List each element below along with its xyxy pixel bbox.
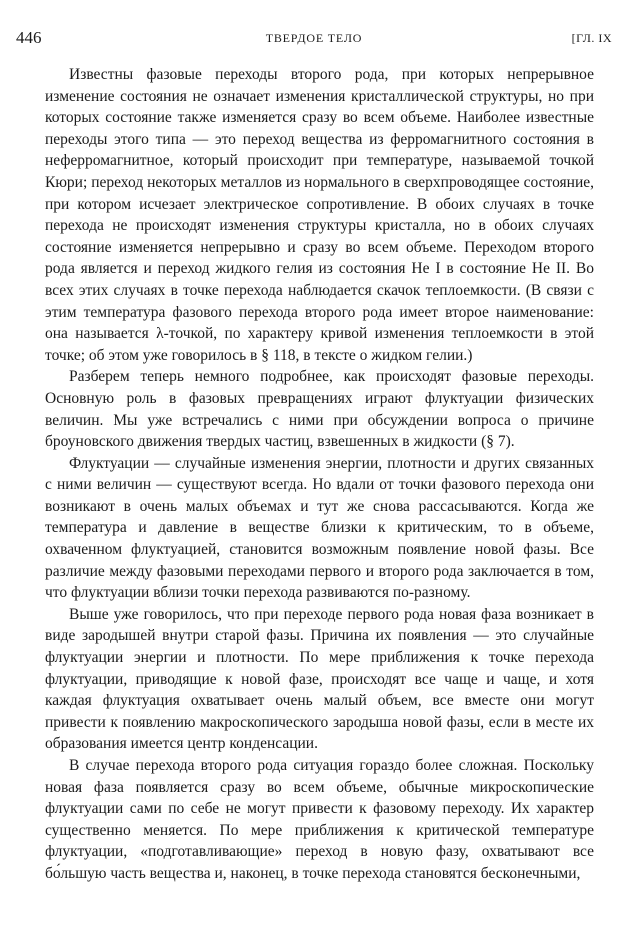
paragraph: Выше уже говорилось, что при переходе первого рода новая фаза возникает в виде зародышей внутри старой фазы. Причина их появления — это случайные флуктуации энергии и плотности. По мере приближения к точке перехода флуктуации, приводящие к новой фазе, происходят все чаще и чаще, и хотя каждая флуктуация охватывает очень малый объем, все вместе они могут привести к появлению макроскопического зародыша новой фазы, если в месте их образования имеется центр конденсации. — [45, 605, 594, 753]
paragraph: Известны фазовые переходы второго рода, при которых непрерывное изменение состояния не означает изменения кристаллической структуры, но при которых состояние также изменяется сразу во всем объеме. Наиболее известные переходы этого типа — это переход вещества из ферромагнитного состояния в неферромагнитное, который происходит при температуре, называемой точкой Кюри; переход некоторых металлов из нормального в сверхпроводящее состояние, при котором исчезает электрическое сопротивление. В обоих случаях в точке перехода не происходят изменения структуры кристалла, но в обоих случаях состояние изменяется непрерывно и сразу во всем объеме. Переходом второго рода является и переход жидкого гелия из состояния He I в состояние He II. Во всех этих случаях в точке перехода наблюдается скачок теплоемкости. (В связи с этим температура фазового перехода второго рода имеет второе наименование: она называется λ-точкой, по характеру кривой изменения теплоемкости в этой точке; об этом уже говорилось в § 118, в тексте о жидком гелии.) — [45, 66, 594, 364]
page-number: 446 — [16, 28, 42, 47]
paragraph: В случае перехода второго рода ситуация гораздо более сложная. Поскольку новая фаза появляется сразу во всем объеме, обычные микроскопические флуктуации сами по себе не могут привести к фазовому переходу. Их характер существенно меняется. По мере приближения к критической температуре флуктуации, «подготавливающие» переход в новую фазу, охватывают все бо́льшую часть вещества и, наконец, в точке перехода становятся бесконечными, — [45, 757, 594, 882]
chapter-label: [ГЛ. IX — [571, 31, 612, 45]
running-title: ТВЕРДОЕ ТЕЛО — [265, 31, 363, 45]
text-body — [45, 64, 594, 885]
paragraph: Флуктуации — случайные изменения энергии, плотности и других связанных с ними величин — существуют всегда. Но вдали от точки фазового перехода они возникают в очень малых объемах и тут же снова рассасываются. Когда же температура и давление в веществе близки к критическим, то в объеме, охваченном флуктуацией, становится возможным появление новой фазы. Все различие между фазовыми переходами первого и второго рода заключается в том, что флуктуации вблизи точки перехода развиваются по-разному. — [45, 454, 594, 602]
paragraph: Разберем теперь немного подробнее, как происходят фазовые переходы. Основную роль в фазовых превращениях играют флуктуации физических величин. Мы уже встречались с ними при обсуждении вопроса о причине броуновского движения твердых частиц, взвешенных в жидкости (§ 7). — [45, 368, 594, 451]
page-header — [16, 28, 612, 50]
